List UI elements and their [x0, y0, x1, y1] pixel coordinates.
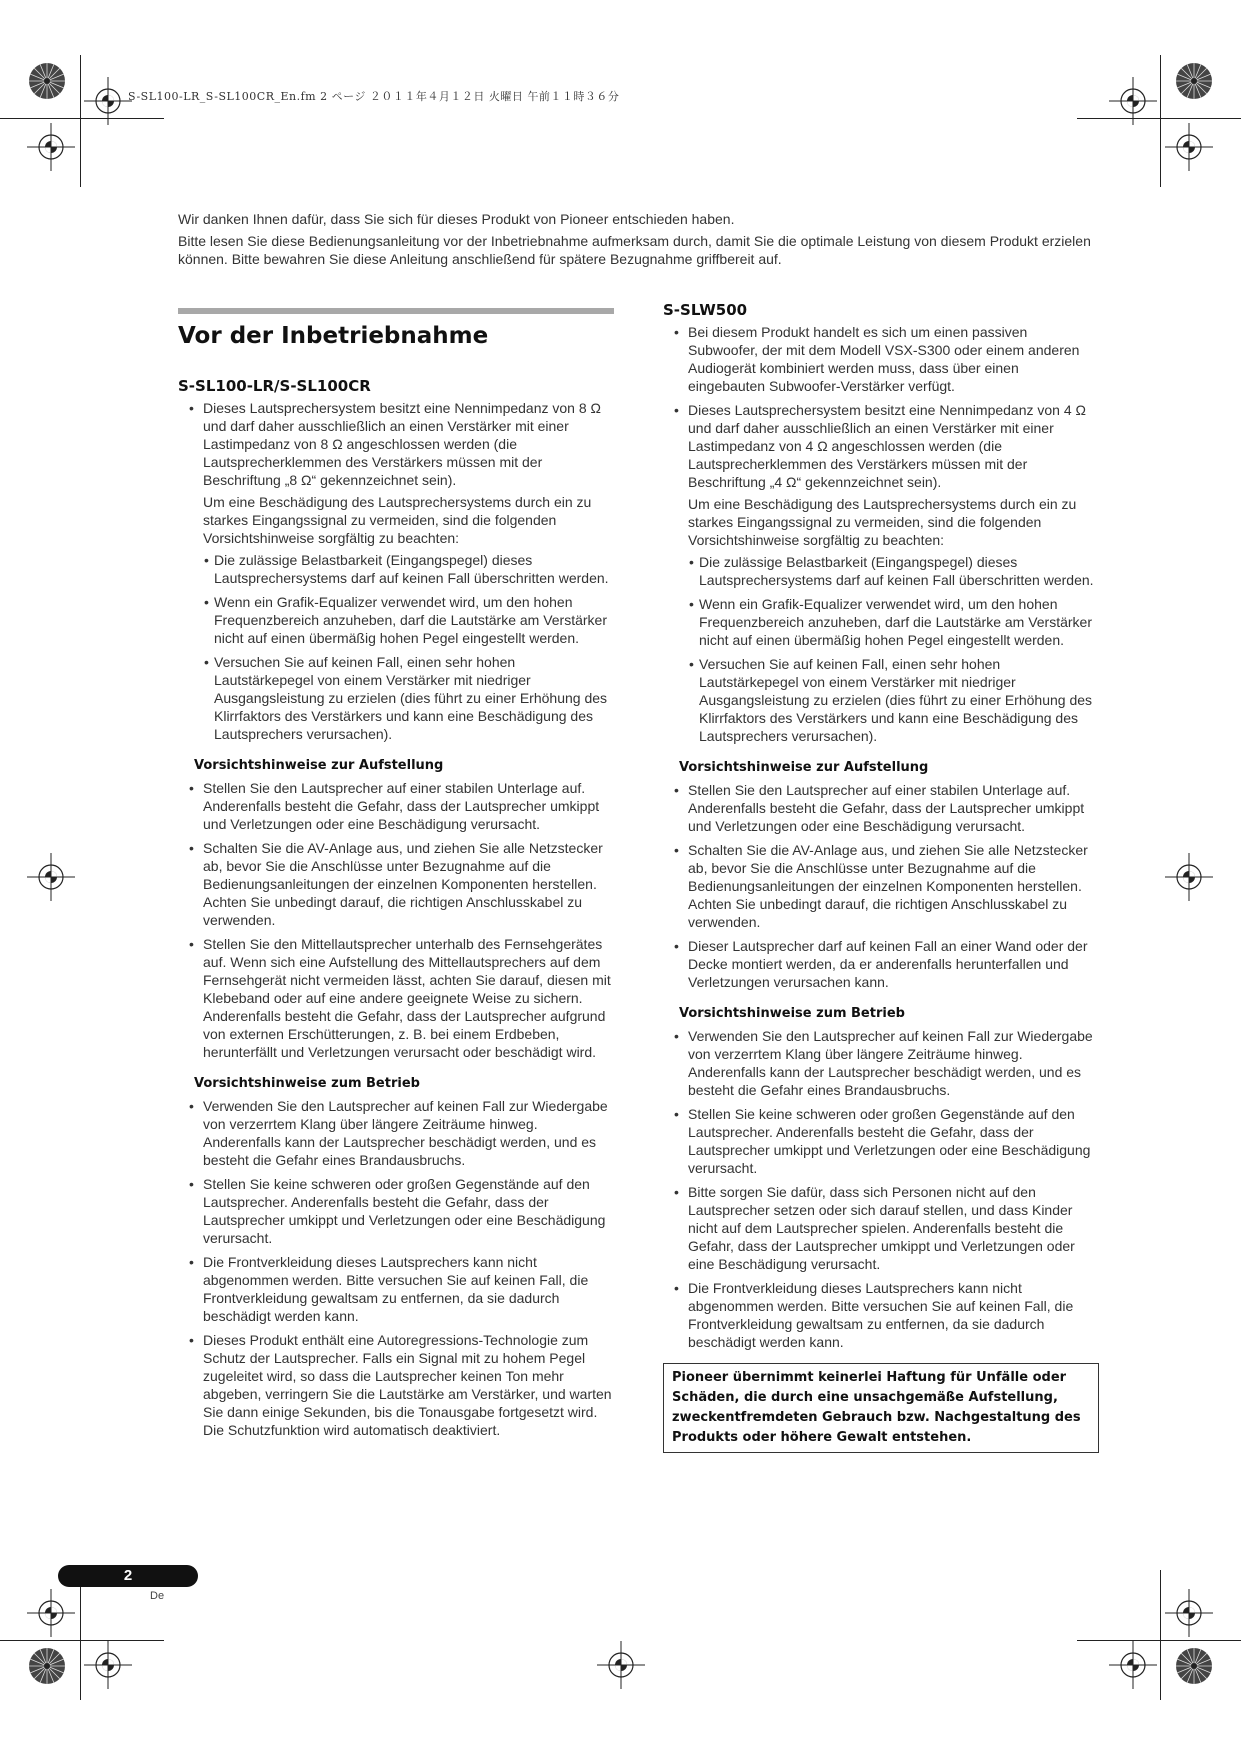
- list-item: • Dieses Produkt enthält eine Autoregressions-Technologie zum Schutz der Lautsprecher. Falls ein Signal mit zu hohem Pegel zugeleitet wird, so dass die Lautsprecher keinen Ton mehr abgeben, verringern Sie die Lautstärke am Verstärker, und warten Sie dann einige Sekunden, bis die Tonausgabe fortgesetzt wird. Die Schutzfunktion wird automatisch deaktiviert.: [178, 1331, 614, 1439]
- list-item: • Stellen Sie den Lautsprecher auf einer stabilen Unterlage auf. Anderenfalls besteht die Gefahr, dass der Lautsprecher umkippt und Verletzungen oder eine Beschädigung verursacht.: [663, 781, 1099, 835]
- star-target-icon: [1175, 1647, 1213, 1685]
- list-item: • Verwenden Sie den Lautsprecher auf keinen Fall zur Wiedergabe von verzerrtem Klang über längere Zeiträume hinweg. Anderenfalls kann der Lautsprecher beschädigt werden, und es besteht die Gefahr eines Brandausbruchs.: [178, 1097, 614, 1169]
- model-title: S-SLW500: [663, 301, 748, 319]
- registration-mark-icon: [1105, 1637, 1161, 1693]
- intro-line: Wir danken Ihnen dafür, dass Sie sich für dieses Produkt von Pioneer entschieden haben.: [178, 211, 735, 227]
- list-item: [178, 399, 614, 743]
- left-column: [178, 308, 614, 1445]
- setup-caution-title: Vorsichtshinweise zur Aufstellung: [679, 760, 929, 775]
- sub-list-item: • Wenn ein Grafik-Equalizer verwendet wird, um den hohen Frequenzbereich anzuheben, darf die Lautstärke am Verstärker nicht auf einen übermäßig hohen Pegel eingestellt werden.: [203, 593, 614, 647]
- list-item: • Dieser Lautsprecher darf auf keinen Fall an einer Wand oder der Decke montiert werden, da er anderenfalls herunterfallen und Verletzungen verursachen kann.: [663, 937, 1099, 991]
- registration-mark-icon: [1161, 1585, 1217, 1641]
- sub-list-item: • Wenn ein Grafik-Equalizer verwendet wird, um den hohen Frequenzbereich anzuheben, darf die Lautstärke am Verstärker nicht auf einen übermäßig hohen Pegel eingestellt werden.: [688, 595, 1099, 649]
- sub-bullet-list: [203, 551, 614, 743]
- registration-mark-icon: [23, 849, 79, 905]
- bullet-list: [663, 323, 1099, 745]
- list-item: • Stellen Sie den Mittellautsprecher unterhalb des Fernsehgerätes auf. Wenn sich eine Aufstellung des Mittellautsprechers auf dem Fernsehgerät nicht vermeiden lässt, achten Sie darauf, diesen mit Klebeband oder auf eine andere geeignete Weise zu sichern. Anderenfalls besteht die Gefahr, dass der Lautsprecher aufgrund von externen Erschütterungen, z. B. bei einem Erdbeben, herunterfällt und Verletzungen verursacht oder beschädigt wird.: [178, 935, 614, 1061]
- list-item: • Bitte sorgen Sie dafür, dass sich Personen nicht auf den Lautsprecher setzen oder sich darauf stellen, und dass Kinder nicht auf dem Lautsprecher spielen. Anderenfalls besteht die Gefahr, dass der Lautsprecher umkippt und Verletzungen oder eine Beschädigung verursacht.: [663, 1183, 1099, 1273]
- bullet-text: • Dieses Lautsprechersystem besitzt eine Nennimpedanz von 8 Ω und darf daher ausschließlich an einen Verstärker mit einer Lastimpedanz von 8 Ω angeschlossen werden (die Lautsprecherklemmen des Verstärkers müssen mit der Beschriftung „8 Ω“ gekennzeichnet sein).: [203, 400, 602, 488]
- setup-list: [663, 781, 1099, 991]
- sub-list-item: • Die zulässige Belastbarkeit (Eingangspegel) dieses Lautsprechersystems darf auf keinen Fall überschritten werden.: [203, 551, 614, 587]
- liability-notice: Pioneer übernimmt keinerlei Haftung für Unfälle oder Schäden, die durch eine unsachgemäße Aufstellung, zweckentfremdeten Gebrauch bzw. Nachgestaltung des Produkts oder höhere Gewalt entstehen.: [663, 1363, 1099, 1453]
- star-target-icon: [28, 62, 66, 100]
- registration-mark-icon: [593, 1637, 649, 1693]
- list-item: • Bei diesem Produkt handelt es sich um einen passiven Subwoofer, der mit dem Modell VSX-S300 oder einem anderen Audiogerät kombiniert werden muss, dass über einen eingebauten Subwoofer-Verstärker verfügt.: [663, 323, 1099, 395]
- operation-caution-title: Vorsichtshinweise zum Betrieb: [679, 1006, 905, 1021]
- sub-bullet-list: [688, 553, 1099, 745]
- list-item: • Stellen Sie den Lautsprecher auf einer stabilen Unterlage auf. Anderenfalls besteht die Gefahr, dass der Lautsprecher umkippt und Verletzungen oder eine Beschädigung verursacht.: [178, 779, 614, 833]
- registration-mark-icon: [23, 1585, 79, 1641]
- bullet-paragraph: Um eine Beschädigung des Lautsprechersystems durch ein zu starkes Eingangssignal zu vermeiden, sind die folgenden Vorsichtshinweise sorgfältig zu beachten:: [203, 494, 592, 546]
- page-number-badge: 2: [58, 1565, 198, 1587]
- setup-caution-title: Vorsichtshinweise zur Aufstellung: [194, 758, 444, 773]
- operation-list: [663, 1027, 1099, 1351]
- registration-mark-icon: [1161, 119, 1217, 175]
- operation-list: [178, 1097, 614, 1439]
- list-item: • Verwenden Sie den Lautsprecher auf keinen Fall zur Wiedergabe von verzerrtem Klang über längere Zeiträume hinweg. Anderenfalls kann der Lautsprecher beschädigt werden, und es besteht die Gefahr eines Brandausbruchs.: [663, 1027, 1099, 1099]
- list-item: • Stellen Sie keine schweren oder großen Gegenstände auf den Lautsprecher. Anderenfalls besteht die Gefahr, dass der Lautsprecher umkippt und Verletzungen oder eine Beschädigung verursacht.: [663, 1105, 1099, 1177]
- setup-list: [178, 779, 614, 1061]
- model-title: S-SL100-LR/S-SL100CR: [178, 377, 371, 395]
- list-item: • Die Frontverkleidung dieses Lautsprechers kann nicht abgenommen werden. Bitte versuchen Sie auf keinen Fall, die Frontverkleidung gewaltsam zu entfernen, da sie dadurch beschädigt werden kann.: [663, 1279, 1099, 1351]
- registration-mark-icon: [1161, 849, 1217, 905]
- operation-caution-title: Vorsichtshinweise zum Betrieb: [194, 1076, 420, 1091]
- registration-mark-icon: [23, 119, 79, 175]
- intro-line: Bitte lesen Sie diese Bedienungsanleitung vor der Inbetriebnahme aufmerksam durch, damit Sie die optimale Leistung von diesem Produkt erzielen können. Bitte bewahren Sie diese Anleitung anschließend für spätere Bezugnahme griffbereit auf.: [178, 233, 1091, 267]
- right-column: [663, 300, 1099, 1453]
- language-code: De: [150, 1590, 165, 1602]
- list-item: [663, 401, 1099, 745]
- list-item: • Schalten Sie die AV-Anlage aus, und ziehen Sie alle Netzstecker ab, bevor Sie die Anschlüsse unter Bezugnahme auf die Bedienungsanleitungen der einzelnen Komponenten herstellen. Achten Sie unbedingt darauf, die richtigen Anschlusskabel zu verwenden.: [178, 839, 614, 929]
- registration-mark-icon: [80, 1637, 136, 1693]
- sub-list-item: • Versuchen Sie auf keinen Fall, einen sehr hohen Lautstärkepegel von einem Verstärker mit niedriger Ausgangsleistung zu erzielen (dies führt zu einer Erhöhung des Klirrfaktors des Verstärkers und kann eine Beschädigung des Lautsprechers verursachen).: [688, 655, 1099, 745]
- bullet-list: [178, 399, 614, 743]
- sub-list-item: • Versuchen Sie auf keinen Fall, einen sehr hohen Lautstärkepegel von einem Verstärker mit niedriger Ausgangsleistung zu erzielen (dies führt zu einer Erhöhung des Klirrfaktors des Verstärkers und kann eine Beschädigung des Lautsprechers verursachen).: [203, 653, 614, 743]
- sub-list-item: • Die zulässige Belastbarkeit (Eingangspegel) dieses Lautsprechersystems darf auf keinen Fall überschritten werden.: [688, 553, 1099, 589]
- list-item: • Die Frontverkleidung dieses Lautsprechers kann nicht abgenommen werden. Bitte versuchen Sie auf keinen Fall, die Frontverkleidung gewaltsam zu entfernen, da sie dadurch beschädigt werden kann.: [178, 1253, 614, 1325]
- section-rule: [178, 308, 614, 314]
- bullet-paragraph: Um eine Beschädigung des Lautsprechersystems durch ein zu starkes Eingangssignal zu vermeiden, sind die folgenden Vorsichtshinweise sorgfältig zu beachten:: [688, 496, 1077, 548]
- list-item: • Stellen Sie keine schweren oder großen Gegenstände auf den Lautsprecher. Anderenfalls besteht die Gefahr, dass der Lautsprecher umkippt und Verletzungen oder eine Beschädigung verursacht.: [178, 1175, 614, 1247]
- bullet-text: • Dieses Lautsprechersystem besitzt eine Nennimpedanz von 4 Ω und darf daher ausschließlich an einen Verstärker mit einer Lastimpedanz von 4 Ω angeschlossen werden (die Lautsprecherklemmen des Verstärkers müssen mit der Beschriftung „4 Ω“ gekennzeichnet sein).: [688, 402, 1087, 490]
- list-item: • Schalten Sie die AV-Anlage aus, und ziehen Sie alle Netzstecker ab, bevor Sie die Anschlüsse unter Bezugnahme auf die Bedienungsanleitungen der einzelnen Komponenten herstellen. Achten Sie unbedingt darauf, die richtigen Anschlusskabel zu verwenden.: [663, 841, 1099, 931]
- file-info-header: S-SL100-LR_S-SL100CR_En.fm 2 ページ ２０１１年４月１２日 火曜日 午前１１時３６分: [128, 90, 620, 103]
- registration-mark-icon: [1105, 73, 1161, 129]
- intro: [178, 210, 1103, 272]
- star-target-icon: [1175, 62, 1213, 100]
- star-target-icon: [28, 1647, 66, 1685]
- section-title: Vor der Inbetriebnahme: [178, 323, 489, 349]
